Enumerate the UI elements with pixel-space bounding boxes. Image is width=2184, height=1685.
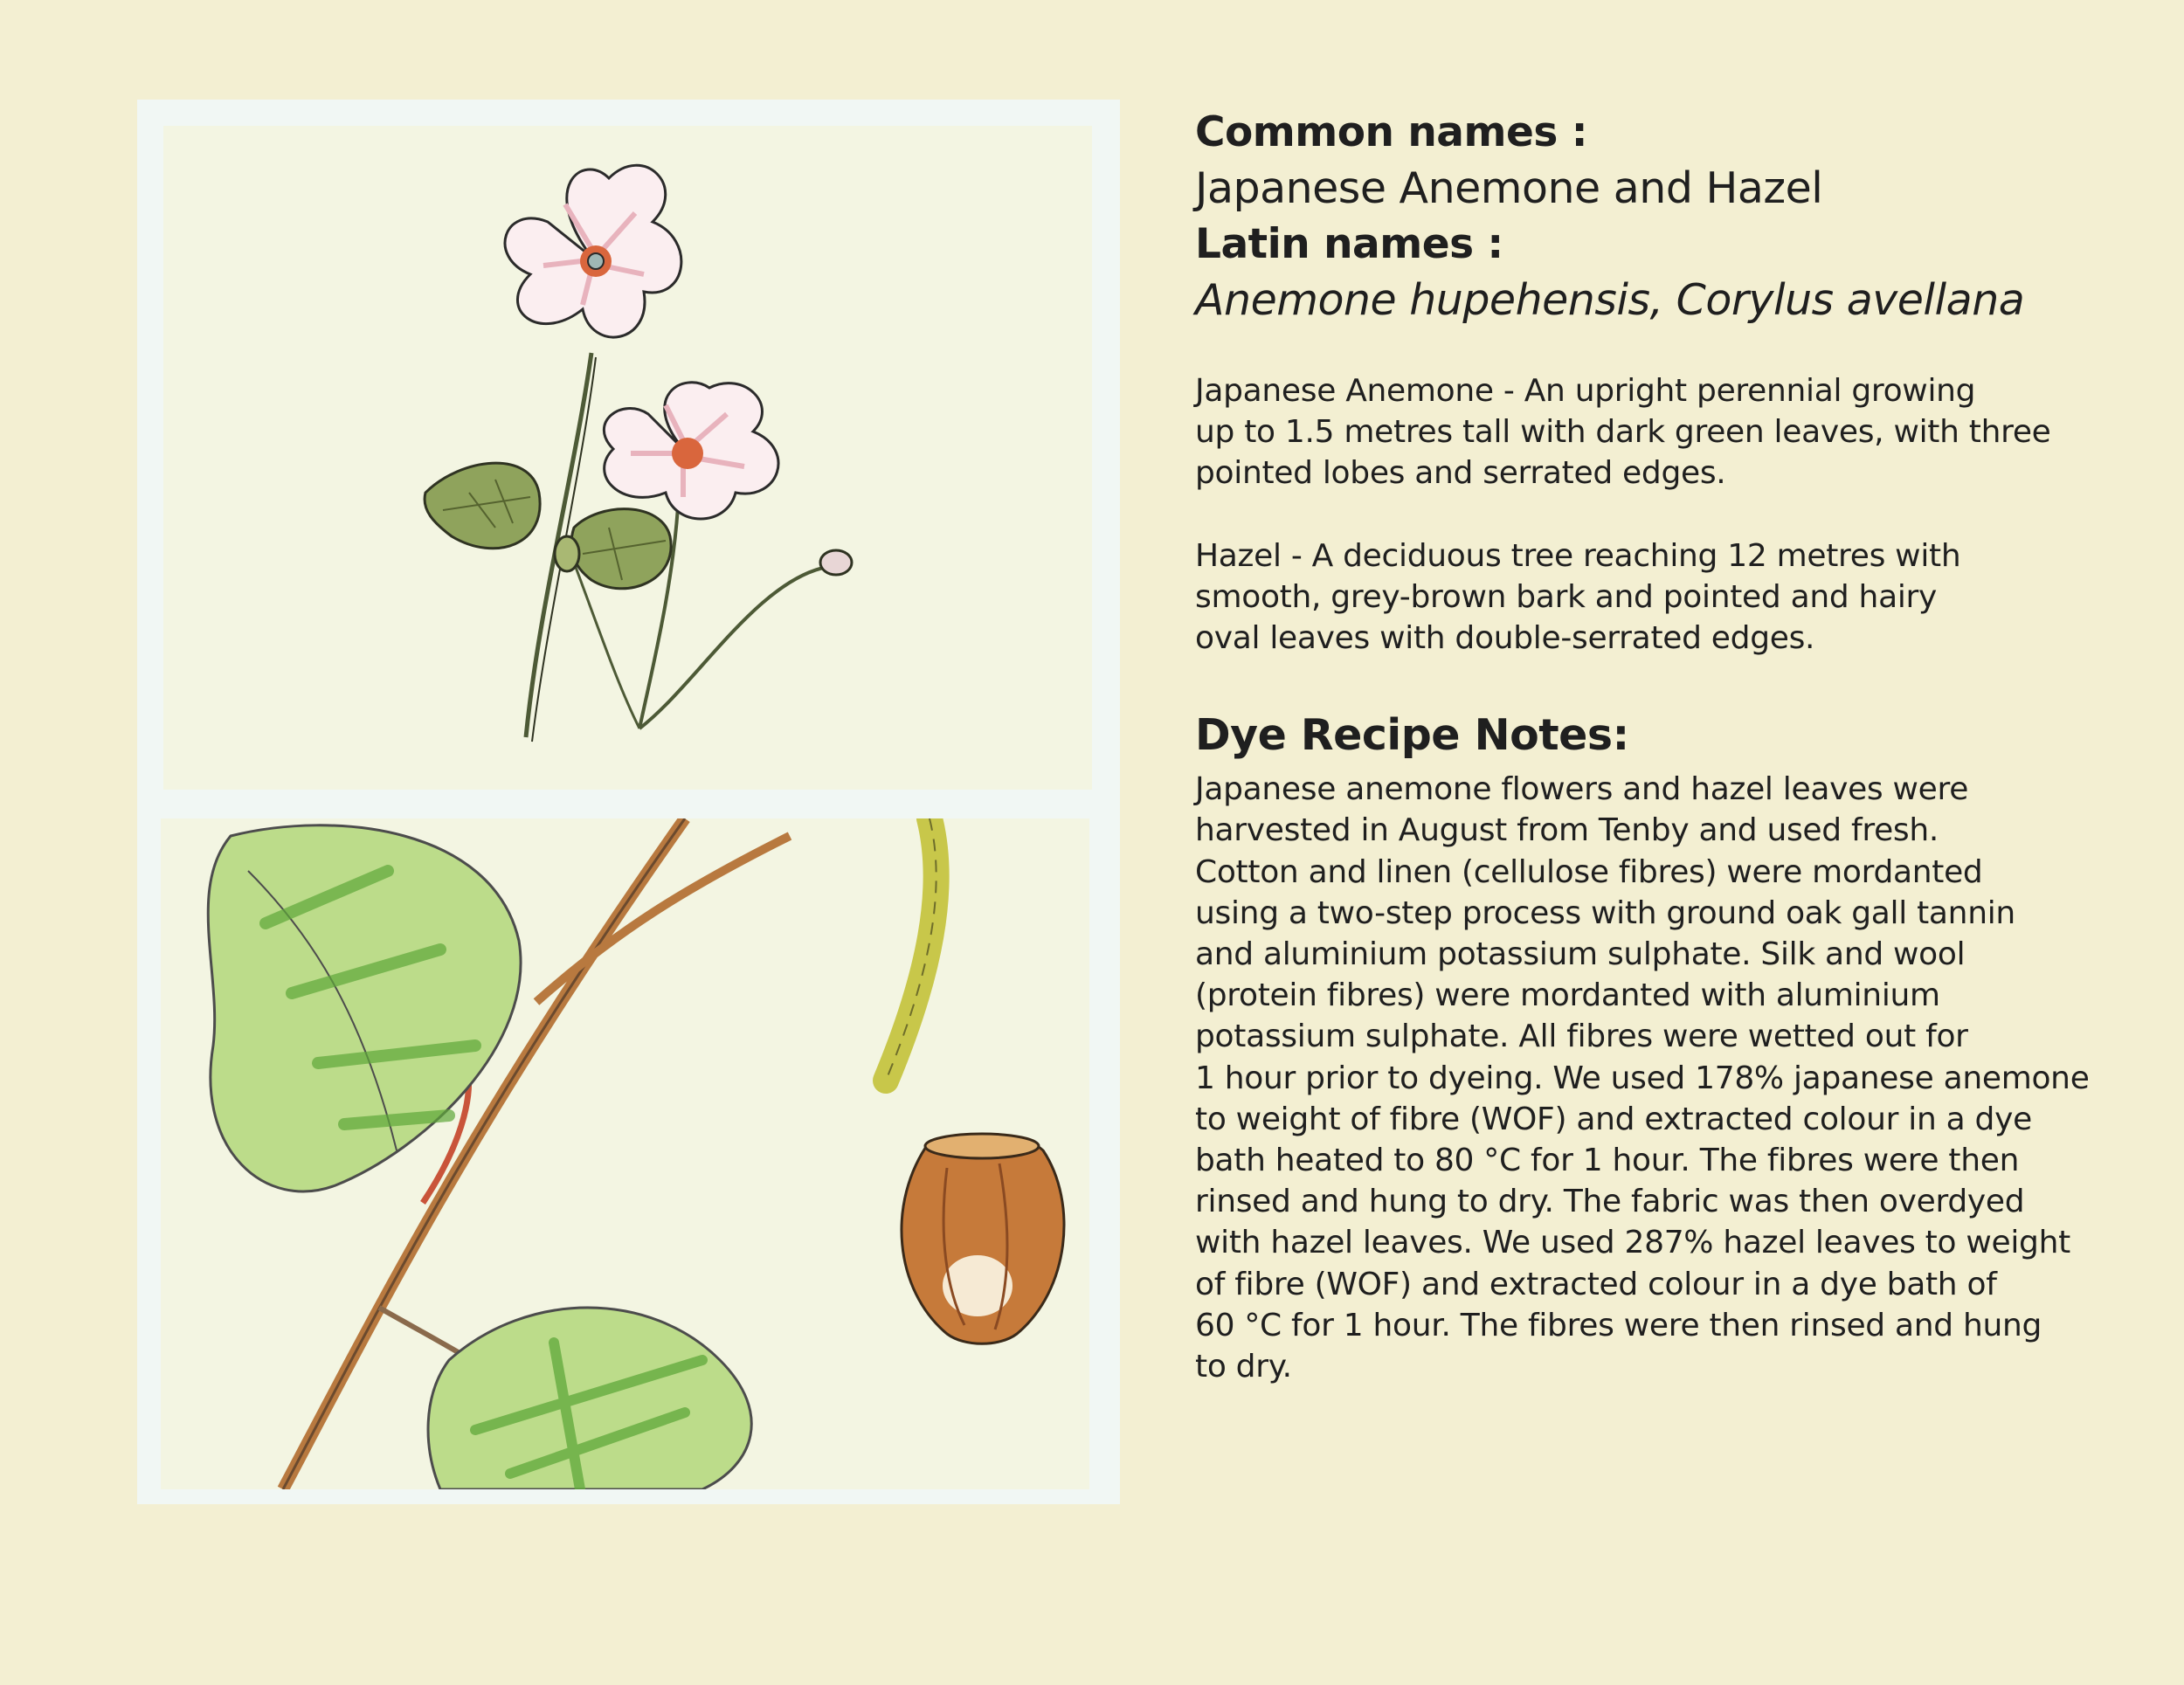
dye-recipe-heading: Dye Recipe Notes: (1195, 710, 1629, 761)
hazel-drawing (161, 818, 1089, 1489)
anemone-drawing (163, 126, 1092, 790)
plant-info (1195, 105, 2121, 1387)
latin-names-label: Latin names : (1195, 220, 1503, 268)
common-names-value: Japanese Anemone and Hazel (1195, 163, 1823, 213)
hazel-description: Hazel - A deciduous tree reaching 12 metres with smooth, grey-brown bark and pointed and hairy oval leaves with double-serrated edges. (1195, 537, 1961, 657)
common-names-label: Common names : (1195, 108, 1588, 156)
latin-names-value: Anemone hupehensis, Corylus avellana (1195, 275, 2025, 325)
illustration-frame (137, 100, 1120, 1504)
anemone-description: Japanese Anemone - An upright perennial growing up to 1.5 metres tall with dark green leaves, with three pointed lobes and serrated edges. (1195, 373, 2051, 492)
dye-recipe-notes: Japanese anemone flowers and hazel leaves were harvested in August from Tenby and used fresh. Cotton and linen (cellulose fibres) were mordanted using a two-step process with ground oak gall tannin and aluminium potassium sulphate. Silk and wool (protein fibres) were mordanted with aluminium potassium sulphate. All fibres were wetted out for 1 hour prior to dyeing. We used 178% japanese anemone to weight of fibre (WOF) and extracted colour in a dye bath heated to 80 °C for 1 hour. The fibres were then rinsed and hung to dry. The fabric was then overdyed with hazel leaves. We used 287% hazel leaves to weight of fibre (WOF) and extracted colour in a dye bath of 60 °C for 1 hour. The fibres were then rinsed and hung to dry. (1195, 771, 2090, 1385)
hazel-illustration (161, 818, 1089, 1489)
anemone-illustration (163, 126, 1092, 790)
